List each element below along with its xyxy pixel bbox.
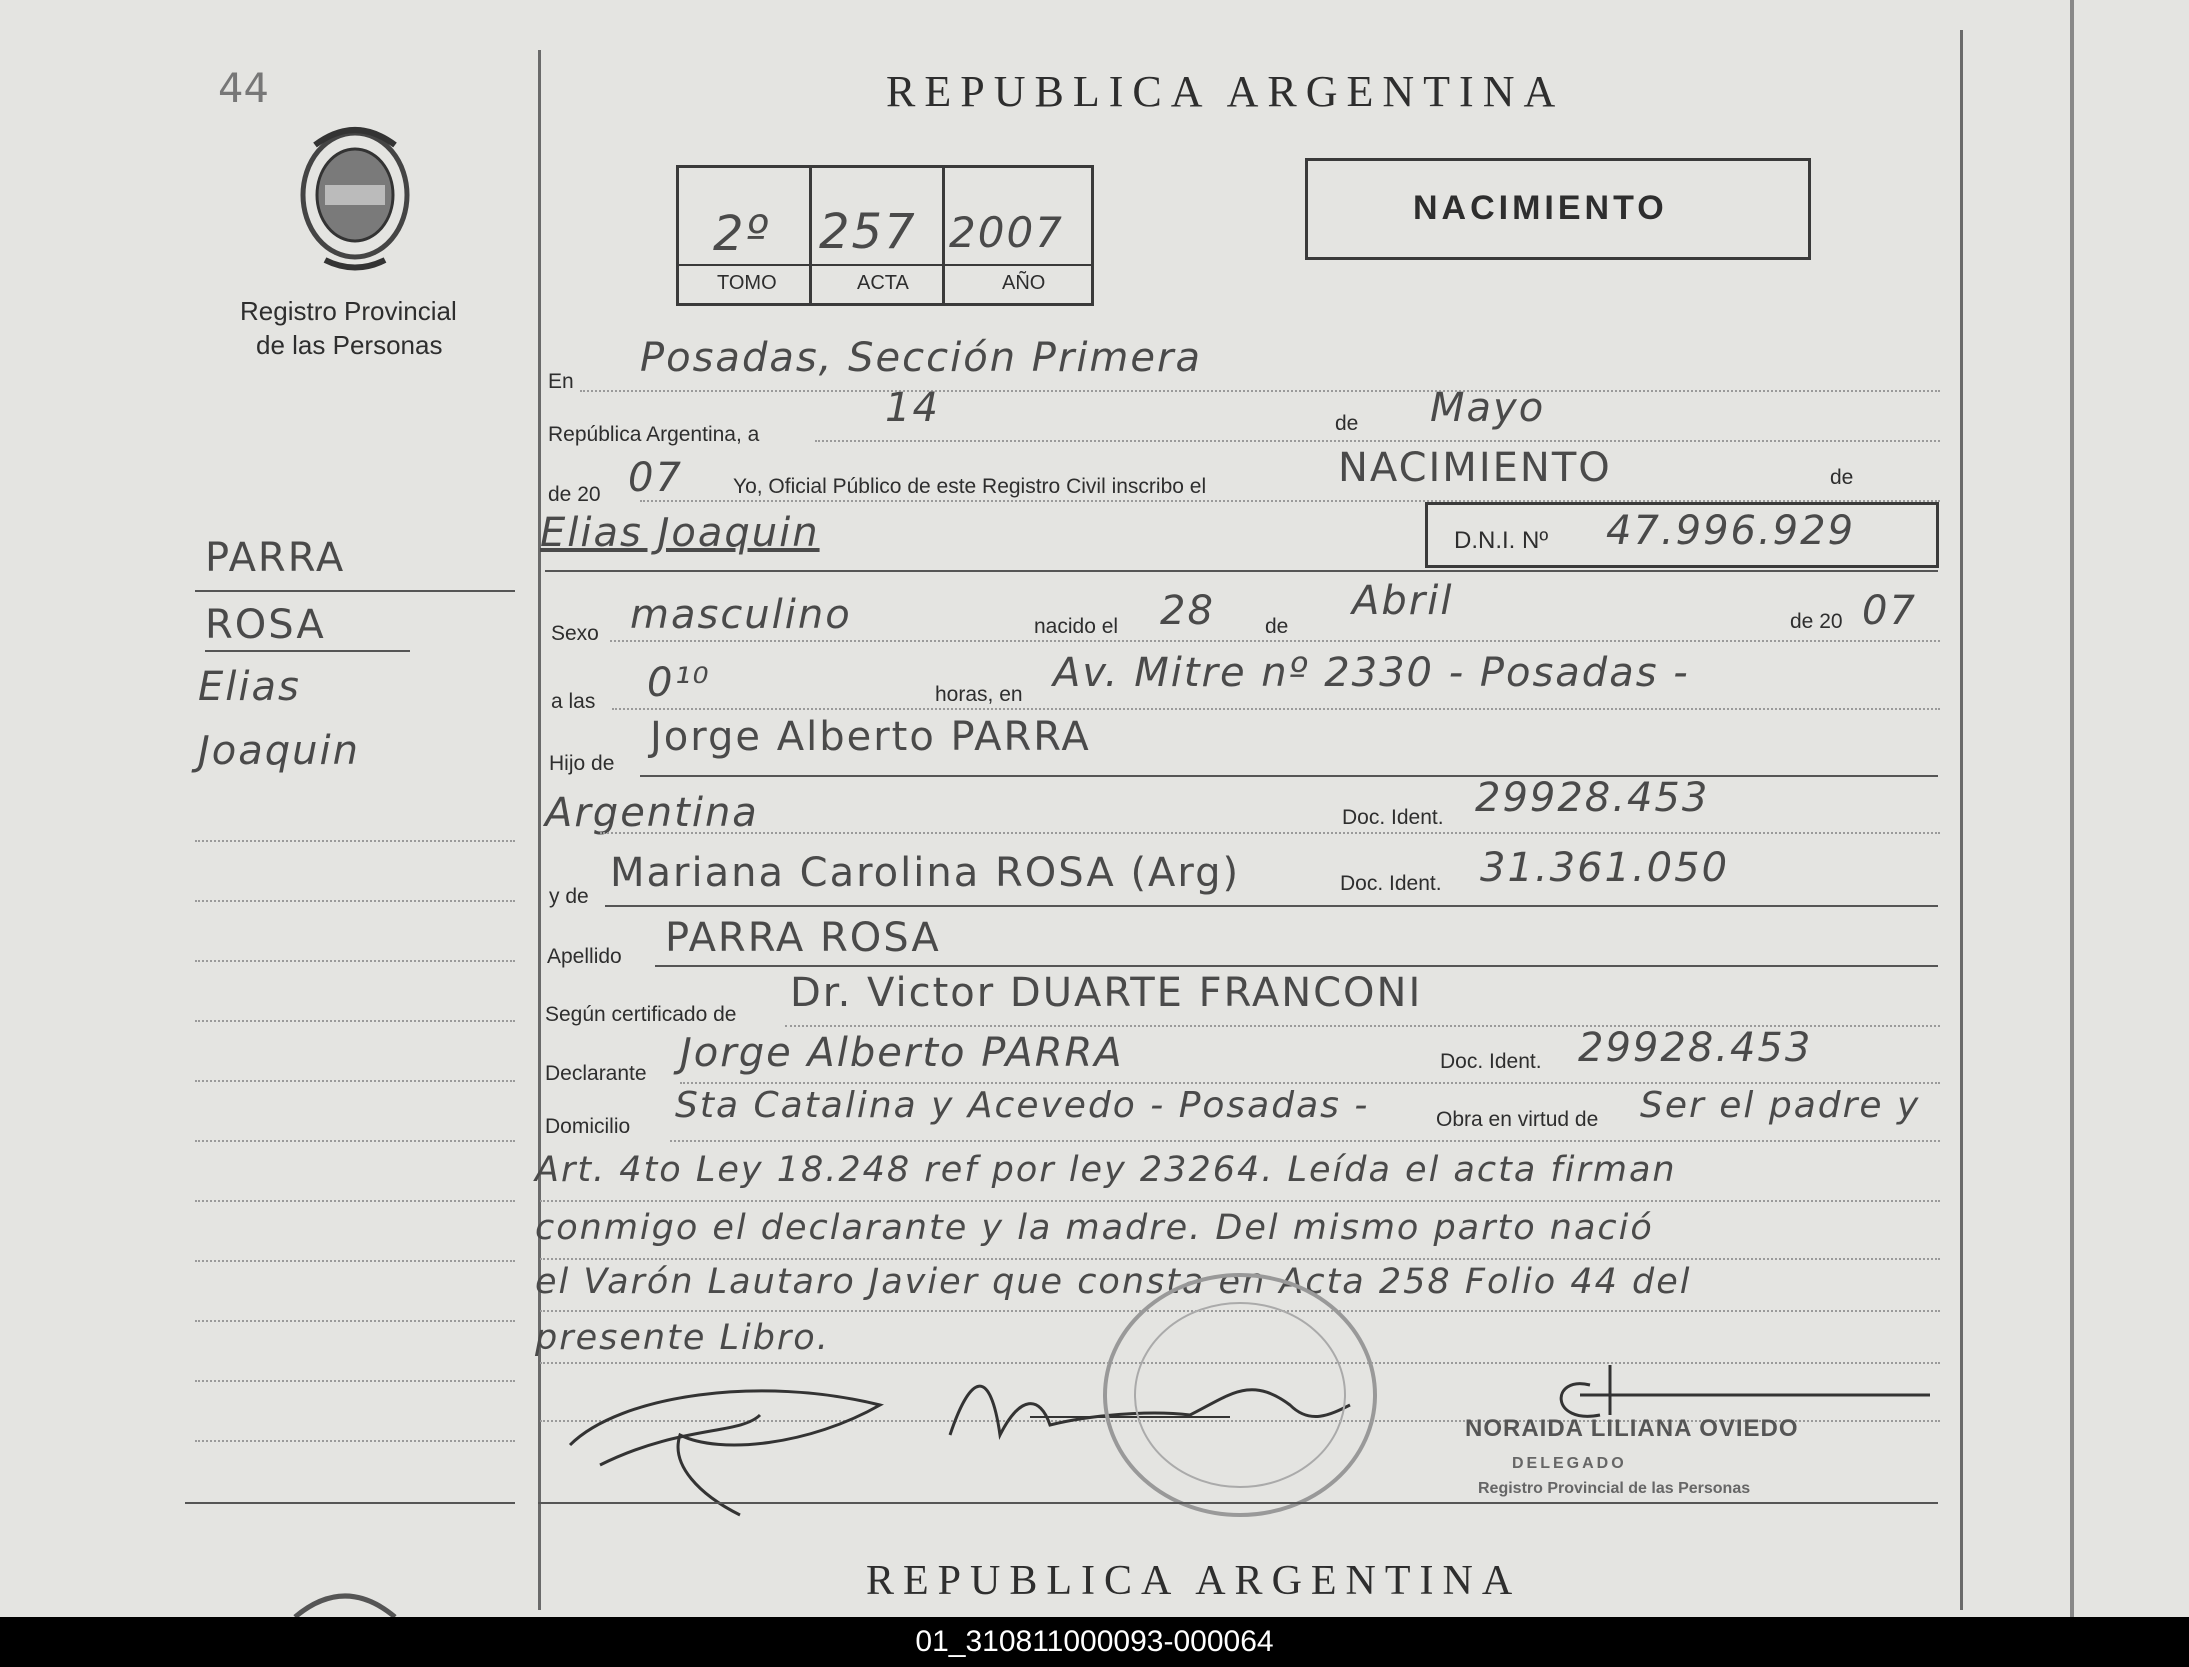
apellido-value: PARRA ROSA — [665, 915, 941, 961]
bottom-emblem-icon — [285, 1585, 405, 1617]
page-edge — [2070, 0, 2074, 1617]
apellido-label: Apellido — [547, 945, 622, 968]
father-name: Jorge Alberto PARRA — [650, 714, 1091, 760]
certificado-label: Según certificado de — [545, 1003, 737, 1026]
day-value: 14 — [885, 385, 940, 431]
horas-label: horas, en — [935, 683, 1023, 706]
hour-value: 0¹⁰ — [647, 660, 711, 706]
birth-month: Abril — [1352, 578, 1454, 624]
mother-doc: 31.361.050 — [1480, 845, 1730, 891]
note-line1: Art. 4to Ley 18.248 ref por ley 23264. Leída el acta firman — [535, 1150, 1677, 1190]
sexo-value: masculino — [630, 592, 852, 638]
mother-name: Mariana Carolina ROSA (Arg) — [610, 850, 1241, 896]
doc-label2: Doc. Ident. — [1340, 872, 1442, 895]
doc-label: Doc. Ident. — [1342, 806, 1444, 829]
nacido-label: nacido el — [1034, 615, 1119, 638]
de-label3: de — [1265, 615, 1289, 638]
en-label: En — [548, 370, 574, 393]
type-box-label: NACIMIENTO — [1413, 189, 1668, 227]
acta-value: 257 — [819, 204, 917, 260]
dni-box — [1425, 502, 1939, 568]
domicilio-value: Sta Catalina y Acevedo - Posadas - — [675, 1085, 1370, 1126]
anio-label: AÑO — [1002, 272, 1046, 294]
name-value: Elias Joaquin — [540, 510, 820, 556]
official-label: Yo, Oficial Público de este Registro Civil inscribo el — [733, 475, 1207, 498]
place-value: Av. Mitre nº 2330 - Posadas - — [1053, 650, 1690, 696]
yde-label: y de — [549, 885, 589, 908]
coat-of-arms-icon — [285, 115, 425, 275]
acta-box — [676, 165, 1094, 306]
signature-declarante-icon — [560, 1355, 900, 1525]
right-form-border — [1960, 30, 1963, 1610]
margin-name2: Joaquin — [198, 728, 360, 774]
dni-label: D.N.I. Nº — [1454, 527, 1549, 554]
registry-line2: de las Personas — [256, 330, 443, 360]
registry-line1: Registro Provincial — [240, 296, 457, 326]
stamp-org: Registro Provincial de las Personas — [1478, 1480, 1751, 1497]
page-number: 44 — [218, 66, 269, 112]
sexo-label: Sexo — [551, 622, 599, 645]
domicilio-label: Domicilio — [545, 1115, 631, 1138]
note-line3: el Varón Lautaro Javier que consta en Acta 258 Folio 44 del — [535, 1262, 1692, 1302]
margin-name1: Elias — [198, 664, 301, 710]
father-doc: 29928.453 — [1475, 775, 1710, 821]
note-line4: presente Libro. — [535, 1318, 830, 1358]
stamp-name: NORAIDA LILIANA OVIEDO — [1465, 1415, 1799, 1442]
declarante-doc: 29928.453 — [1578, 1025, 1813, 1071]
official-seal-icon — [1095, 1265, 1385, 1525]
declarante-value: Jorge Alberto PARRA — [680, 1030, 1124, 1076]
doc-label3: Doc. Ident. — [1440, 1050, 1542, 1073]
type-box — [1305, 158, 1811, 260]
alas-label: a las — [551, 690, 596, 713]
hijo-label: Hijo de — [549, 752, 615, 775]
father-nat: Argentina — [545, 790, 759, 836]
en-value: Posadas, Sección Primera — [640, 335, 1202, 381]
republica-label: República Argentina, a — [548, 423, 760, 446]
margin-surname2: ROSA — [205, 602, 326, 648]
de20-label: de 20 — [548, 483, 601, 506]
acta-label: ACTA — [857, 272, 909, 294]
obra-value: Ser el padre y — [1640, 1085, 1921, 1126]
birth-year: 07 — [1862, 588, 1917, 634]
margin-surname1: PARRA — [205, 535, 346, 581]
certificado-value: Dr. Victor DUARTE FRANCONI — [790, 970, 1423, 1016]
scan-id-bar: 01_310811000093-000064 — [0, 1617, 2189, 1667]
stamp-role: DELEGADO — [1512, 1455, 1627, 1472]
left-margin-line — [538, 50, 541, 1610]
header-title: REPUBLICA ARGENTINA — [886, 67, 1565, 116]
declarante-label: Declarante — [545, 1062, 647, 1085]
de-label2: de — [1830, 466, 1854, 489]
de20-label2: de 20 — [1790, 610, 1843, 633]
year-value: 07 — [628, 455, 683, 501]
anio-value: 2007 — [949, 208, 1064, 257]
tomo-label: TOMO — [717, 272, 777, 294]
month-value: Mayo — [1430, 385, 1546, 431]
next-record-header: REPUBLICA ARGENTINA — [866, 1558, 1522, 1604]
note-line2: conmigo el declarante y la madre. Del mismo parto nació — [535, 1208, 1654, 1248]
obra-label: Obra en virtud de — [1436, 1108, 1599, 1131]
dni-value: 47.996.929 — [1606, 508, 1856, 554]
inscribe-value: NACIMIENTO — [1338, 445, 1612, 491]
tomo-value: 2º — [713, 206, 771, 262]
birth-day: 28 — [1160, 588, 1215, 634]
de-label: de — [1335, 412, 1359, 435]
